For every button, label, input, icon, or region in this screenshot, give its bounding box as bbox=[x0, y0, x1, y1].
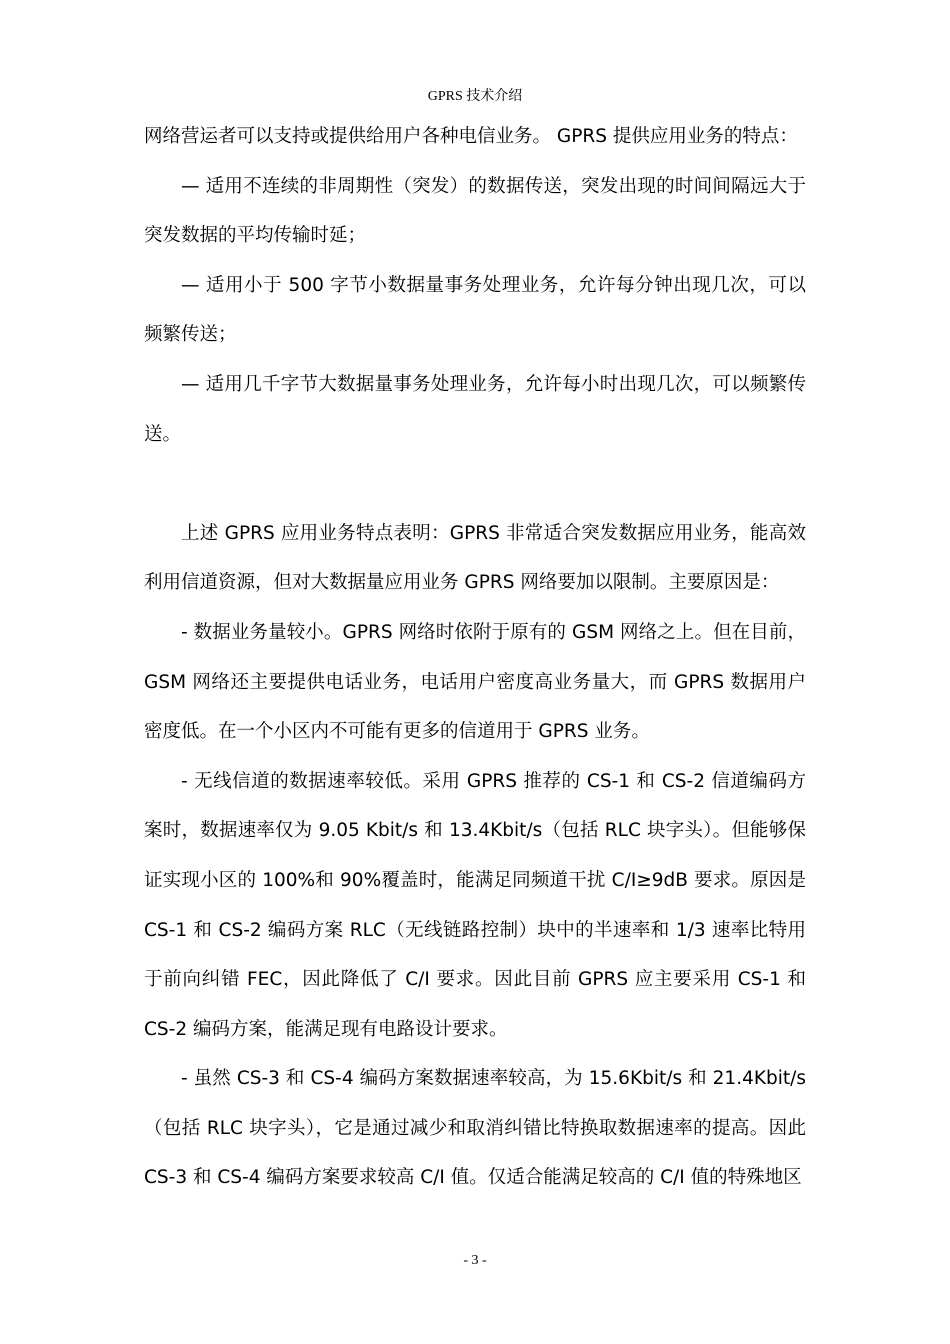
page-header: GPRS 技术介绍 bbox=[427, 89, 523, 104]
list-item-cs3-cs4: - 虽然 CS-3 和 CS-4 编码方案数据速率较高，为 15.6Kbit/s 和 21.4Kbit/s（包括 RLC 块字头），它是通过减少和取消纠错比特换取数据速率的提高。因此 CS-3 和 CS-4 编码方案要求较高 C/I 值。仅适合能满足较高的 C/I 值的特殊地区 bbox=[144, 1068, 806, 1189]
paragraph-summary: 上述 GPRS 应用业务特点表明：GPRS 非常适合突发数据应用业务，能高效利用信道资源，但对大数据量应用业务 GPRS 网络要加以限制。主要原因是： bbox=[144, 522, 806, 594]
list-item-bursty-transfer: — 适用不连续的非周期性（突发）的数据传送，突发出现的时间间隔远大于突发数据的平均传输时延； bbox=[144, 175, 806, 247]
list-item-low-rate: - 无线信道的数据速率较低。采用 GPRS 推荐的 CS-1 和 CS-2 信道编码方案时，数据速率仅为 9.05 Kbit/s 和 13.4Kbit/s（包括 RLC 块字头）。但能够保证实现小区的 100%和 90%覆盖时，能满足同频道干扰 C/I≥9dB 要求。原因是 CS-1 和 CS-2 编码方案 RLC（无线链路控制）块中的半速率和 1/3 速率比特用于前向纠错 FEC，因此降低了 C/I 要求。因此目前 GPRS 应主要采用 CS-1 和 CS-2 编码方案，能满足现有电路设计要求。 bbox=[144, 770, 806, 1040]
document-body bbox=[144, 112, 806, 1203]
paragraph-intro: 网络营运者可以支持或提供给用户各种电信业务。 GPRS 提供应用业务的特点： bbox=[144, 126, 798, 147]
page-number: - 3 - bbox=[463, 1253, 487, 1268]
list-item-large-data: — 适用几千字节大数据量事务处理业务，允许每小时出现几次，可以频繁传送。 bbox=[144, 373, 806, 445]
list-item-small-data: — 适用小于 500 字节小数据量事务处理业务，允许每分钟出现几次，可以频繁传送； bbox=[144, 274, 806, 346]
list-item-low-traffic: - 数据业务量较小。GPRS 网络时依附于原有的 GSM 网络之上。但在目前，GSM 网络还主要提供电话业务，电话用户密度高业务量大，而 GPRS 数据用户密度低。在一个小区内不可能有更多的信道用于 GPRS 业务。 bbox=[144, 621, 806, 743]
